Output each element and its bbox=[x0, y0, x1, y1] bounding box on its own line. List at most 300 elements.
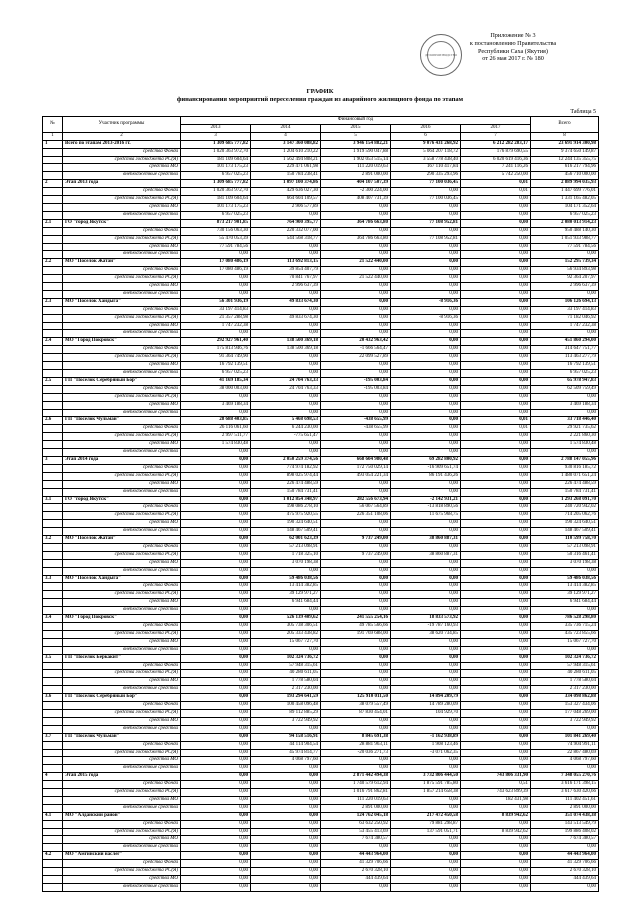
row-number bbox=[43, 528, 63, 536]
amount-cell: 7 674 380,57 bbox=[321, 836, 391, 844]
amount-cell: 0,00 bbox=[321, 409, 391, 417]
total-cell: 1 747 232,38 bbox=[531, 322, 599, 330]
total-cell: 148 467 509,41 bbox=[531, 528, 599, 536]
amount-cell: 38 860 887,31 bbox=[391, 536, 461, 544]
amount-cell: 0,00 bbox=[321, 883, 391, 891]
total-cell: 3 469 188,34 bbox=[531, 401, 599, 409]
table-row bbox=[43, 298, 599, 306]
amount-cell: 0,00 bbox=[321, 543, 391, 551]
amount-cell: 0,00 bbox=[321, 314, 391, 322]
amount-cell: 101 173 175,23 bbox=[181, 164, 251, 172]
amount-cell: 0,00 bbox=[461, 267, 531, 275]
amount-cell: 0,00 bbox=[391, 377, 461, 385]
funding-source: внебюджетные средства bbox=[63, 449, 181, 457]
amount-cell: 104 929,70 bbox=[391, 709, 461, 717]
amount-cell: 0,00 bbox=[181, 543, 251, 551]
program-name: ГП "Поселок Чульман" bbox=[63, 733, 181, 741]
amount-cell: 0,00 bbox=[461, 512, 531, 520]
amount-cell: 0,00 bbox=[251, 354, 321, 362]
amount-cell: 364 786 663,80 bbox=[321, 219, 391, 227]
total-cell: 3 070 198,38 bbox=[531, 559, 599, 567]
amount-cell: -2 300 224,00 bbox=[321, 188, 391, 196]
amount-cell: 0,00 bbox=[251, 765, 321, 773]
amount-cell: 475 975 920,55 bbox=[251, 512, 321, 520]
amount-cell: 2 871 442 494,38 bbox=[321, 773, 391, 781]
amount-cell: 0,00 bbox=[461, 520, 531, 528]
table-row bbox=[43, 536, 599, 544]
amount-cell: 0,00 bbox=[321, 844, 391, 852]
table-row bbox=[43, 852, 599, 860]
amount-cell: 292 927 961,40 bbox=[181, 338, 251, 346]
total-cell: 143 513 549,79 bbox=[531, 820, 599, 828]
amount-cell: 226 474 488,59 bbox=[251, 480, 321, 488]
amount-cell: 41 169 185,34 bbox=[181, 377, 251, 385]
table-row bbox=[43, 370, 599, 378]
amount-cell: 41 329 706,66 bbox=[321, 860, 391, 868]
title-line: ГРАФИК bbox=[306, 88, 334, 95]
amount-cell: 0,00 bbox=[321, 757, 391, 765]
funding-source: средства Фонда bbox=[63, 227, 181, 235]
total-cell: 1 480 071 651,24 bbox=[531, 472, 599, 480]
amount-cell: 113 692 813,15 bbox=[251, 259, 321, 267]
amount-cell: 0,00 bbox=[321, 393, 391, 401]
table-row bbox=[43, 559, 599, 567]
row-number bbox=[43, 686, 63, 694]
amount-cell: 0,00 bbox=[461, 306, 531, 314]
table-row bbox=[43, 670, 599, 678]
total-cell: 0,00 bbox=[531, 330, 599, 338]
amount-cell: 0,00 bbox=[181, 709, 251, 717]
total-cell: 240 720 942,02 bbox=[531, 504, 599, 512]
total-cell: 13 414 382,85 bbox=[531, 583, 599, 591]
amount-cell: 0,00 bbox=[391, 251, 461, 259]
funding-source: внебюджетные средства bbox=[63, 765, 181, 773]
funding-source: внебюджетные средства bbox=[63, 290, 181, 298]
appendix-line: Приложение № 3 bbox=[490, 32, 536, 39]
total-cell: 33 718 446,40 bbox=[531, 417, 599, 425]
amount-cell: 16 792 139,51 bbox=[181, 362, 251, 370]
amount-cell: 0,00 bbox=[461, 362, 531, 370]
amount-cell: 8 839 942,62 bbox=[461, 828, 531, 836]
amount-cell: 0,00 bbox=[461, 290, 531, 298]
amount-cell: 2 050 259 374,56 bbox=[251, 456, 321, 464]
total-cell: 0,00 bbox=[531, 725, 599, 733]
amount-cell: 0,00 bbox=[391, 528, 461, 536]
amount-cell: 0,00 bbox=[321, 227, 391, 235]
total-cell: 3 616 171 398,15 bbox=[531, 781, 599, 789]
amount-cell: 0,00 bbox=[321, 599, 391, 607]
amount-cell: 3 558 778 438,40 bbox=[391, 156, 461, 164]
amount-cell: 0,00 bbox=[391, 599, 461, 607]
funding-source: внебюджетные средства bbox=[63, 844, 181, 852]
total-cell: 9 374 650 149,87 bbox=[531, 148, 599, 156]
amount-cell: 0,00 bbox=[391, 330, 461, 338]
program-name: ГО "город Якутск" bbox=[63, 219, 181, 227]
amount-cell: 0,00 bbox=[181, 702, 251, 710]
funding-source: внебюджетные средства bbox=[63, 330, 181, 338]
total-cell: 0,00 bbox=[531, 251, 599, 259]
row-number bbox=[43, 433, 63, 441]
amount-cell: 0,00 bbox=[181, 686, 251, 694]
total-cell: 50 316 461,41 bbox=[531, 551, 599, 559]
amount-cell: 0,00 bbox=[461, 283, 531, 291]
table-row bbox=[43, 551, 599, 559]
funding-source: внебюджетные средства bbox=[63, 607, 181, 615]
table-row bbox=[43, 283, 599, 291]
amount-cell: 0,00 bbox=[391, 678, 461, 686]
total-cell: 0,00 bbox=[531, 393, 599, 401]
total-cell: 0,00 bbox=[531, 646, 599, 654]
table-row bbox=[43, 219, 599, 227]
amount-cell: 0,00 bbox=[181, 393, 251, 401]
table-row bbox=[43, 488, 599, 496]
amount-cell: 111 220 019,63 bbox=[321, 796, 391, 804]
funding-source: внебюджетные средства bbox=[63, 686, 181, 694]
amount-cell: 0,00 bbox=[461, 662, 531, 670]
amount-cell: 0,00 bbox=[391, 860, 461, 868]
amount-cell: 0,00 bbox=[181, 852, 251, 860]
funding-source: средства Фонда bbox=[63, 188, 181, 196]
amount-cell: 0,00 bbox=[251, 844, 321, 852]
amount-cell: 172 750 029,14 bbox=[321, 464, 391, 472]
total-cell: 150 784 731,41 bbox=[531, 488, 599, 496]
amount-cell: 444 439,64 bbox=[321, 876, 391, 884]
amount-cell: 0,00 bbox=[251, 567, 321, 575]
row-number bbox=[43, 211, 63, 219]
amount-cell: 0,00 bbox=[391, 804, 461, 812]
amount-cell: 0,00 bbox=[181, 512, 251, 520]
amount-cell: 77 108 952,81 bbox=[391, 219, 461, 227]
funding-source: средства госбюджета РС(Я) bbox=[63, 235, 181, 243]
amount-cell: 5 468 698,53 bbox=[251, 417, 321, 425]
amount-cell: 544 568 318,77 bbox=[251, 235, 321, 243]
total-cell: 2 317 230,00 bbox=[531, 686, 599, 694]
funding-source: внебюджетные средства bbox=[63, 567, 181, 575]
column-index: 4 bbox=[251, 132, 321, 140]
amount-cell: 898 025 974,44 bbox=[251, 472, 321, 480]
amount-cell: 0,00 bbox=[461, 219, 531, 227]
amount-cell: 0,00 bbox=[461, 638, 531, 646]
amount-cell: 0,00 bbox=[181, 860, 251, 868]
amount-cell: 493 054 221,34 bbox=[321, 472, 391, 480]
amount-cell: 6 212 282 283,17 bbox=[461, 140, 531, 148]
row-number bbox=[43, 401, 63, 409]
amount-cell: 1 857 214 658,38 bbox=[391, 789, 461, 797]
funding-source: средства госбюджета РС(Я) bbox=[63, 789, 181, 797]
amount-cell: -438 655,99 bbox=[321, 417, 391, 425]
amount-cell: 0,00 bbox=[461, 196, 531, 204]
row-number bbox=[43, 512, 63, 520]
funding-source: внебюджетные средства bbox=[63, 488, 181, 496]
row-number: 2.6 bbox=[43, 417, 63, 425]
row-number bbox=[43, 370, 63, 378]
amount-cell: 0,00 bbox=[321, 449, 391, 457]
amount-cell: 730 156 063,30 bbox=[181, 227, 251, 235]
amount-cell: 0,00 bbox=[391, 559, 461, 567]
amount-cell: 0,01 bbox=[461, 425, 531, 433]
amount-cell: 14 894 209,79 bbox=[391, 694, 461, 702]
total-cell: 40 280 611,05 bbox=[531, 670, 599, 678]
amount-cell: 0,00 bbox=[251, 370, 321, 378]
amount-cell: 743 806 331,90 bbox=[461, 773, 531, 781]
row-number bbox=[43, 860, 63, 868]
row-number: 2.5 bbox=[43, 377, 63, 385]
amount-cell: 0,00 bbox=[251, 607, 321, 615]
amount-cell: 0,00 bbox=[321, 591, 391, 599]
header-year: 2014 bbox=[251, 124, 321, 132]
table-row bbox=[43, 306, 599, 314]
funding-source: внебюджетные средства bbox=[63, 172, 181, 180]
amount-cell: 0,00 bbox=[461, 536, 531, 544]
amount-cell: 137 591 051,71 bbox=[391, 828, 461, 836]
total-cell: 0,00 bbox=[531, 765, 599, 773]
total-cell: 71 182 046,92 bbox=[531, 314, 599, 322]
row-number: 3.7 bbox=[43, 733, 63, 741]
amount-cell: -8 916,36 bbox=[391, 298, 461, 306]
amount-cell: 0,00 bbox=[461, 575, 531, 583]
amount-cell: 0,00 bbox=[251, 251, 321, 259]
table-number: Таблица 5 bbox=[570, 109, 596, 115]
program-name: МО "Поселок Хандыга" bbox=[63, 298, 181, 306]
total-cell: 444 439,64 bbox=[531, 876, 599, 884]
table-row bbox=[43, 140, 599, 148]
amount-cell: 87 830 454,01 bbox=[321, 709, 391, 717]
column-index: 8 bbox=[531, 132, 599, 140]
amount-cell: 8 839 942,62 bbox=[461, 812, 531, 820]
amount-cell: 0,00 bbox=[461, 852, 531, 860]
amount-cell: 0,00 bbox=[321, 567, 391, 575]
table-row bbox=[43, 820, 599, 828]
table-row bbox=[43, 662, 599, 670]
amount-cell: 62 001 623,39 bbox=[251, 536, 321, 544]
amount-cell: -13 818 890,56 bbox=[391, 504, 461, 512]
amount-cell: 0,00 bbox=[181, 290, 251, 298]
funding-source: средства госбюджета РС(Я) bbox=[63, 709, 181, 717]
amount-cell: 38 000 003,00 bbox=[181, 385, 251, 393]
total-cell: 7 348 055 270,76 bbox=[531, 773, 599, 781]
funding-source: средства госбюджета РС(Я) bbox=[63, 670, 181, 678]
amount-cell: 0,00 bbox=[391, 646, 461, 654]
amount-cell: 0,00 bbox=[321, 441, 391, 449]
funding-source: средства МО bbox=[63, 796, 181, 804]
amount-cell: 0,00 bbox=[181, 504, 251, 512]
total-cell: 41 329 706,66 bbox=[531, 860, 599, 868]
amount-cell: 241 555 254,16 bbox=[321, 615, 391, 623]
row-number bbox=[43, 283, 63, 291]
table-row bbox=[43, 528, 599, 536]
row-number bbox=[43, 741, 63, 749]
amount-cell: 0,00 bbox=[181, 275, 251, 283]
amount-cell: 0,00 bbox=[181, 623, 251, 631]
row-number bbox=[43, 678, 63, 686]
amount-cell: 14 789 280,09 bbox=[391, 702, 461, 710]
header-funding-year: Финансовый год bbox=[181, 117, 531, 125]
row-number bbox=[43, 638, 63, 646]
table-row bbox=[43, 828, 599, 836]
appendix-line: Республики Саха (Якутия) bbox=[478, 47, 548, 55]
amount-cell: 0,00 bbox=[321, 283, 391, 291]
funding-source: средства МО bbox=[63, 480, 181, 488]
amount-cell: 743 623 899,39 bbox=[461, 789, 531, 797]
amount-cell: 0,00 bbox=[461, 235, 531, 243]
row-number bbox=[43, 203, 63, 211]
amount-cell: 18 833 573,92 bbox=[391, 615, 461, 623]
amount-cell: 124 762 045,18 bbox=[321, 812, 391, 820]
row-number: 1 bbox=[43, 140, 63, 148]
funding-source: средства Фонда bbox=[63, 464, 181, 472]
amount-cell: 0,00 bbox=[391, 670, 461, 678]
amount-cell: 0,00 bbox=[461, 583, 531, 591]
amount-cell: 0,00 bbox=[391, 188, 461, 196]
table-row bbox=[43, 196, 599, 204]
amount-cell: 22 099 527,89 bbox=[321, 354, 391, 362]
total-cell: 2 221 860,30 bbox=[531, 433, 599, 441]
amount-cell: 0,00 bbox=[461, 765, 531, 773]
amount-cell: 0,00 bbox=[461, 409, 531, 417]
amount-cell: 0,00 bbox=[251, 773, 321, 781]
amount-cell: 77 100 036,45 bbox=[391, 196, 461, 204]
amount-cell: 0,00 bbox=[181, 599, 251, 607]
amount-cell: 0,00 bbox=[181, 646, 251, 654]
table-row bbox=[43, 781, 599, 789]
amount-cell: 0,00 bbox=[321, 528, 391, 536]
amount-cell: 0,00 bbox=[321, 638, 391, 646]
amount-cell: 668 604 980,48 bbox=[321, 456, 391, 464]
row-number bbox=[43, 551, 63, 559]
amount-cell: 0,00 bbox=[461, 836, 531, 844]
funding-source: средства Фонда bbox=[63, 781, 181, 789]
amount-cell: -775 651,47 bbox=[251, 433, 321, 441]
amount-cell: -8 916,36 bbox=[391, 314, 461, 322]
amount-cell: 364 786 663,80 bbox=[321, 235, 391, 243]
amount-cell: 0,00 bbox=[321, 725, 391, 733]
program-name: ГО "город Якутск" bbox=[63, 496, 181, 504]
amount-cell: 0,00 bbox=[391, 725, 461, 733]
amount-cell: 0,00 bbox=[391, 717, 461, 725]
funding-source: средства госбюджета РС(Я) bbox=[63, 828, 181, 836]
row-number bbox=[43, 781, 63, 789]
amount-cell: 102 324 736,72 bbox=[251, 654, 321, 662]
amount-cell: 0,00 bbox=[461, 528, 531, 536]
amount-cell: 6 957 025,23 bbox=[181, 172, 251, 180]
table-row bbox=[43, 338, 599, 346]
amount-cell: 205 333 438,82 bbox=[251, 630, 321, 638]
funding-table bbox=[42, 116, 599, 892]
table-row bbox=[43, 654, 599, 662]
table-row bbox=[43, 512, 599, 520]
amount-cell: 0,00 bbox=[181, 449, 251, 457]
row-number bbox=[43, 702, 63, 710]
amount-cell: 79 881 298,87 bbox=[391, 820, 461, 828]
row-number bbox=[43, 330, 63, 338]
table-row bbox=[43, 804, 599, 812]
table-row bbox=[43, 377, 599, 385]
row-number bbox=[43, 504, 63, 512]
amount-cell: 0,00 bbox=[461, 741, 531, 749]
amount-cell: 0,00 bbox=[391, 227, 461, 235]
funding-source: внебюджетные средства bbox=[63, 528, 181, 536]
amount-cell: 44 443 964,00 bbox=[321, 852, 391, 860]
table-row bbox=[43, 480, 599, 488]
amount-cell: 150 784 731,41 bbox=[251, 488, 321, 496]
total-cell: 65 978 947,83 bbox=[531, 377, 599, 385]
row-number bbox=[43, 725, 63, 733]
amount-cell: 1 747 232,38 bbox=[181, 322, 251, 330]
program-name: Всего по этапам 2013-2016 гг. bbox=[63, 140, 181, 148]
amount-cell: 0,00 bbox=[391, 203, 461, 211]
total-cell: 1 293 268 091,70 bbox=[531, 496, 599, 504]
amount-cell: 0,00 bbox=[181, 749, 251, 757]
program-name: МО "Поселок Жатай" bbox=[63, 259, 181, 267]
total-cell: 950 488 140,30 bbox=[531, 227, 599, 235]
funding-source: средства Фонда bbox=[63, 148, 181, 156]
amount-cell: 0,00 bbox=[461, 354, 531, 362]
amount-cell: 0,00 bbox=[461, 749, 531, 757]
row-number bbox=[43, 567, 63, 575]
funding-source: средства Фонда bbox=[63, 543, 181, 551]
funding-source: средства Фонда bbox=[63, 504, 181, 512]
amount-cell: 0,00 bbox=[181, 615, 251, 623]
funding-source: внебюджетные средства bbox=[63, 804, 181, 812]
amount-cell: 0,00 bbox=[391, 480, 461, 488]
amount-cell: 175 813 946,76 bbox=[181, 346, 251, 354]
column-index: 5 bbox=[321, 132, 391, 140]
row-number bbox=[43, 480, 63, 488]
table-row bbox=[43, 520, 599, 528]
program-name: ГП "Поселок Беркакит" bbox=[63, 654, 181, 662]
table-row bbox=[43, 812, 599, 820]
row-number: 3.1 bbox=[43, 496, 63, 504]
amount-cell: 282 556 673,94 bbox=[321, 496, 391, 504]
row-number bbox=[43, 425, 63, 433]
total-cell: 0,00 bbox=[531, 567, 599, 575]
amount-cell: 0,00 bbox=[461, 599, 531, 607]
amount-cell: 0,00 bbox=[461, 211, 531, 219]
amount-cell: 0,00 bbox=[321, 370, 391, 378]
funding-source: внебюджетные средства bbox=[63, 211, 181, 219]
amount-cell: 1 309 685 777,82 bbox=[181, 140, 251, 148]
amount-cell: 3 469 188,34 bbox=[181, 401, 251, 409]
row-number bbox=[43, 662, 63, 670]
amount-cell: 0,00 bbox=[251, 796, 321, 804]
amount-cell: 0,00 bbox=[391, 259, 461, 267]
table-row bbox=[43, 623, 599, 631]
amount-cell: 6 941 684,44 bbox=[251, 599, 321, 607]
amount-cell: 0,00 bbox=[461, 630, 531, 638]
total-cell: 786 528 298,80 bbox=[531, 615, 599, 623]
amount-cell: 0,00 bbox=[181, 480, 251, 488]
amount-cell: 0,00 bbox=[461, 504, 531, 512]
amount-cell: 0,00 bbox=[461, 678, 531, 686]
table-row bbox=[43, 449, 599, 457]
amount-cell: 0,00 bbox=[251, 828, 321, 836]
amount-cell: 1 902 053 515,14 bbox=[321, 156, 391, 164]
amount-cell: 0,00 bbox=[321, 480, 391, 488]
funding-source: внебюджетные средства bbox=[63, 370, 181, 378]
funding-source: средства МО bbox=[63, 678, 181, 686]
amount-cell: 0,00 bbox=[461, 393, 531, 401]
amount-cell: 0,00 bbox=[181, 662, 251, 670]
funding-source: средства МО bbox=[63, 401, 181, 409]
amount-cell: 2 891 000,00 bbox=[321, 172, 391, 180]
amount-cell: 0,00 bbox=[391, 393, 461, 401]
amount-cell: 0,00 bbox=[181, 464, 251, 472]
amount-cell: 873 217 901,85 bbox=[181, 219, 251, 227]
total-cell: 113 463 277,79 bbox=[531, 354, 599, 362]
funding-source: средства МО bbox=[63, 362, 181, 370]
amount-cell: 0,00 bbox=[461, 488, 531, 496]
total-cell: 456 710 000,00 bbox=[531, 172, 599, 180]
